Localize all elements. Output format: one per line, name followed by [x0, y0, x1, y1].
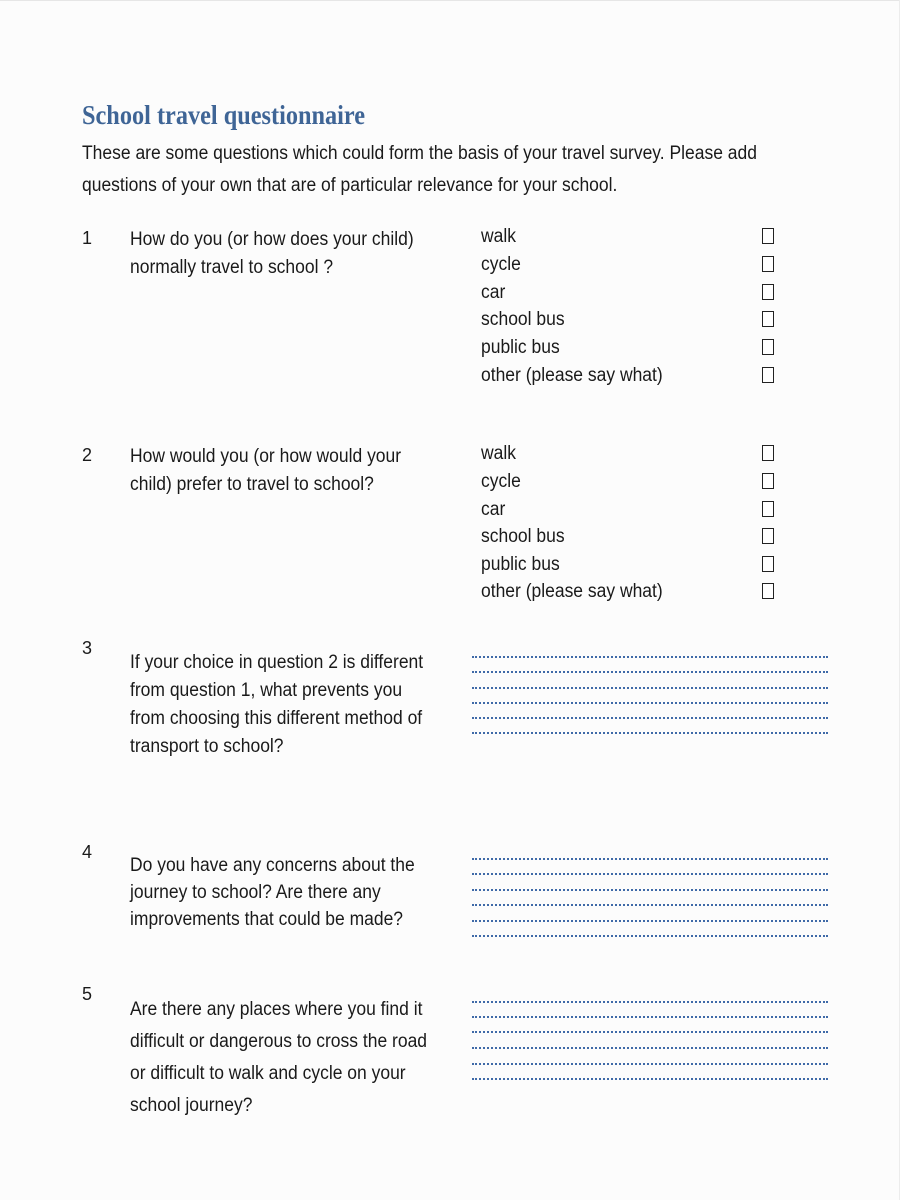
question-text-line: or difficult to walk and cycle on your	[130, 1063, 406, 1084]
public-bus-checkbox[interactable]	[762, 556, 774, 572]
option-school-bus[interactable]	[481, 526, 781, 553]
answer-line[interactable]	[472, 858, 828, 860]
page-title: School travel questionnaire	[82, 100, 366, 130]
option-label: car	[481, 499, 506, 520]
question-text-line: Are there any places where you find it	[130, 999, 423, 1020]
option-public-bus[interactable]	[481, 337, 781, 364]
question-text	[130, 226, 443, 282]
option-label: school bus	[481, 526, 565, 547]
question-text-line: How do you (or how does your child)	[130, 229, 414, 250]
option-school-bus[interactable]	[481, 309, 781, 336]
question-text-line: school journey?	[130, 1095, 253, 1116]
question-text-line: difficult or dangerous to cross the road	[130, 1031, 428, 1052]
option-cycle[interactable]	[481, 254, 781, 281]
answer-line[interactable]	[472, 671, 828, 673]
walk-checkbox[interactable]	[762, 228, 774, 244]
option-cycle[interactable]	[481, 471, 781, 498]
public-bus-checkbox[interactable]	[762, 339, 774, 355]
answer-line[interactable]	[472, 717, 828, 719]
intro-line-1: These are some questions which could form the basis of your travel survey. Please add	[82, 143, 757, 164]
option-label: school bus	[481, 309, 565, 330]
question-text-line: journey to school? Are there any	[130, 882, 381, 903]
school-bus-checkbox[interactable]	[762, 311, 774, 327]
answer-line[interactable]	[472, 873, 828, 875]
option-car[interactable]	[481, 499, 781, 526]
cycle-checkbox[interactable]	[762, 473, 774, 489]
answer-line[interactable]	[472, 920, 828, 922]
answer-line[interactable]	[472, 889, 828, 891]
answer-line[interactable]	[472, 732, 828, 734]
question-text-line: from choosing this different method of	[130, 708, 423, 729]
question-number: 2	[82, 445, 93, 465]
option-label: public bus	[481, 554, 560, 575]
question-text	[130, 443, 443, 499]
option-walk[interactable]	[481, 443, 781, 470]
option-label: cycle	[481, 471, 521, 492]
answer-line[interactable]	[472, 702, 828, 704]
question-text-line: Do you have any concerns about the	[130, 855, 415, 876]
cycle-checkbox[interactable]	[762, 256, 774, 272]
question-text-line: child) prefer to travel to school?	[130, 474, 374, 495]
school-bus-checkbox[interactable]	[762, 528, 774, 544]
answer-line[interactable]	[472, 1031, 828, 1033]
option-public-bus[interactable]	[481, 554, 781, 581]
answer-line[interactable]	[472, 1078, 828, 1080]
option-label: cycle	[481, 254, 521, 275]
other-checkbox[interactable]	[762, 367, 774, 383]
option-label: walk	[481, 226, 516, 247]
question-number: 1	[82, 228, 93, 248]
answer-line[interactable]	[472, 656, 828, 658]
answer-line[interactable]	[472, 1001, 828, 1003]
question-number: 4	[82, 842, 93, 862]
option-car[interactable]	[481, 282, 781, 309]
other-checkbox[interactable]	[762, 583, 774, 599]
answer-line[interactable]	[472, 1063, 828, 1065]
question-text	[130, 994, 443, 1122]
option-label: other (please say what)	[481, 581, 663, 602]
answer-line[interactable]	[472, 1047, 828, 1049]
option-label: walk	[481, 443, 516, 464]
answer-line[interactable]	[472, 1016, 828, 1018]
car-checkbox[interactable]	[762, 501, 774, 517]
option-label: public bus	[481, 337, 560, 358]
option-label: other (please say what)	[481, 365, 663, 386]
question-text	[130, 649, 443, 761]
question-number: 5	[82, 984, 93, 1004]
option-other[interactable]	[481, 365, 781, 392]
question-text-line: If your choice in question 2 is different	[130, 652, 424, 673]
intro-line-2: questions of your own that are of particular relevance for your school.	[82, 175, 618, 196]
option-walk[interactable]	[481, 226, 781, 253]
answer-line[interactable]	[472, 687, 828, 689]
option-label: car	[481, 282, 506, 303]
question-text-line: normally travel to school ?	[130, 257, 334, 278]
question-text-line: transport to school?	[130, 736, 284, 757]
walk-checkbox[interactable]	[762, 445, 774, 461]
question-text	[130, 852, 443, 933]
page-edge-top	[0, 0, 900, 1]
answer-line[interactable]	[472, 904, 828, 906]
question-text-line: from question 1, what prevents you	[130, 680, 403, 701]
answer-line[interactable]	[472, 935, 828, 937]
car-checkbox[interactable]	[762, 284, 774, 300]
question-text-line: How would you (or how would your	[130, 446, 402, 467]
question-text-line: improvements that could be made?	[130, 909, 404, 930]
question-number: 3	[82, 638, 93, 658]
option-other[interactable]	[481, 581, 781, 608]
